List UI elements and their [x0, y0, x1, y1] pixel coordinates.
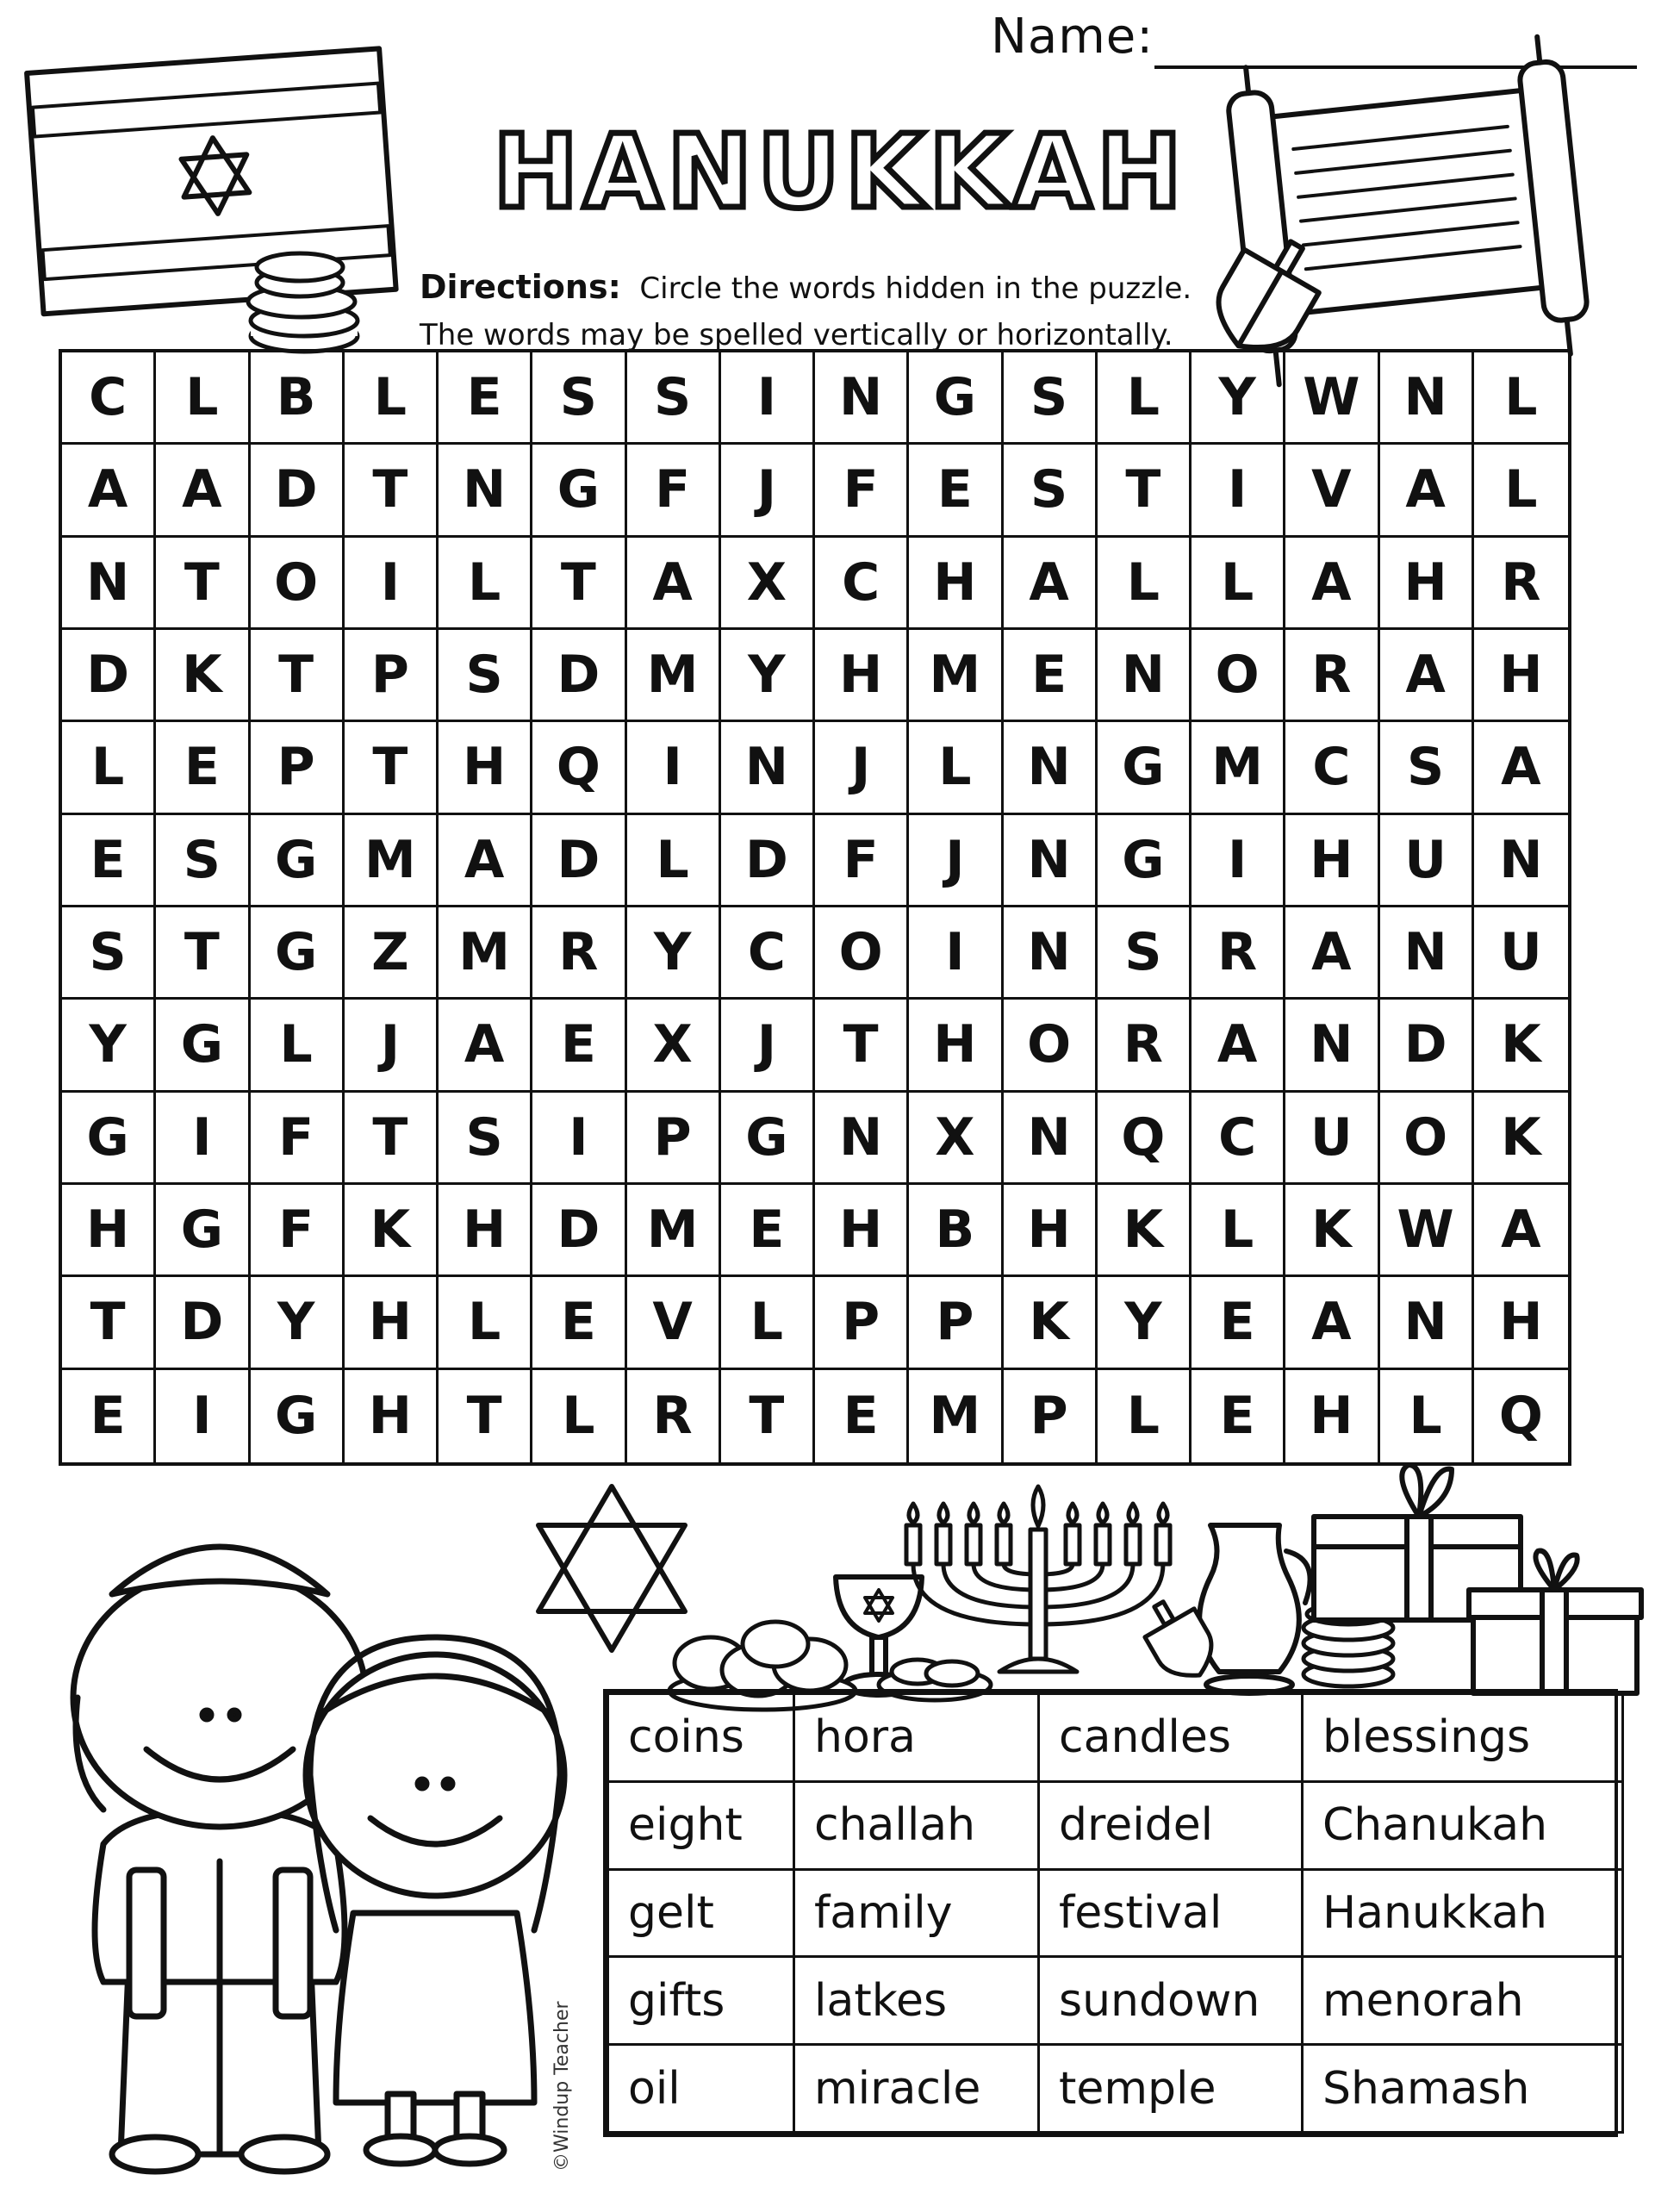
- grid-cell[interactable]: V: [1285, 445, 1379, 537]
- grid-cell[interactable]: K: [1474, 1000, 1568, 1092]
- grid-cell[interactable]: E: [721, 1185, 815, 1277]
- grid-cell[interactable]: P: [345, 630, 439, 722]
- grid-cell[interactable]: S: [1098, 907, 1192, 1000]
- grid-cell[interactable]: A: [439, 1000, 532, 1092]
- grid-cell[interactable]: N: [1004, 722, 1098, 814]
- grid-cell[interactable]: K: [1004, 1277, 1098, 1369]
- grid-cell[interactable]: H: [1474, 630, 1568, 722]
- grid-cell[interactable]: C: [1285, 722, 1379, 814]
- grid-cell[interactable]: E: [62, 1370, 156, 1462]
- grid-cell[interactable]: T: [156, 907, 250, 1000]
- grid-cell[interactable]: D: [62, 630, 156, 722]
- grid-cell[interactable]: L: [439, 1277, 532, 1369]
- grid-cell[interactable]: T: [439, 1370, 532, 1462]
- grid-cell[interactable]: A: [1380, 445, 1474, 537]
- grid-cell[interactable]: L: [1192, 1185, 1285, 1277]
- grid-cell[interactable]: N: [1004, 815, 1098, 907]
- grid-cell[interactable]: O: [1192, 630, 1285, 722]
- grid-cell[interactable]: N: [1380, 1277, 1474, 1369]
- grid-cell[interactable]: I: [909, 907, 1003, 1000]
- grid-cell[interactable]: H: [1380, 538, 1474, 630]
- word-bank-word: miracle: [794, 2045, 1039, 2133]
- grid-cell[interactable]: T: [1098, 445, 1192, 537]
- word-bank-word: candles: [1039, 1694, 1303, 1782]
- title-text: HANUKKAH: [493, 112, 1187, 231]
- grid-cell[interactable]: L: [627, 815, 721, 907]
- grid-cell[interactable]: S: [1004, 445, 1098, 537]
- grid-cell[interactable]: L: [1474, 445, 1568, 537]
- grid-cell[interactable]: M: [627, 630, 721, 722]
- grid-cell[interactable]: C: [721, 907, 815, 1000]
- grid-cell[interactable]: A: [1474, 722, 1568, 814]
- coins-icon: [240, 250, 369, 362]
- grid-cell[interactable]: H: [1285, 815, 1379, 907]
- directions-line2: The words may be spelled vertically or horizontally.: [420, 318, 1173, 352]
- grid-cell[interactable]: H: [345, 1277, 439, 1369]
- grid-cell[interactable]: J: [345, 1000, 439, 1092]
- grid-cell[interactable]: E: [1004, 630, 1098, 722]
- grid-cell[interactable]: D: [251, 445, 345, 537]
- grid-cell[interactable]: E: [909, 445, 1003, 537]
- grid-cell[interactable]: T: [345, 722, 439, 814]
- grid-cell[interactable]: H: [909, 1000, 1003, 1092]
- grid-cell[interactable]: A: [1285, 538, 1379, 630]
- grid-cell[interactable]: B: [251, 352, 345, 445]
- word-bank: [603, 1689, 1618, 2137]
- grid-cell[interactable]: L: [1098, 1370, 1192, 1462]
- word-bank-word: coins: [608, 1694, 794, 1782]
- grid-cell[interactable]: P: [909, 1277, 1003, 1369]
- grid-cell[interactable]: T: [345, 445, 439, 537]
- grid-cell[interactable]: N: [1474, 815, 1568, 907]
- grid-cell[interactable]: R: [532, 907, 626, 1000]
- grid-cell[interactable]: E: [62, 815, 156, 907]
- word-bank-word: family: [794, 1869, 1039, 1957]
- grid-cell[interactable]: I: [345, 538, 439, 630]
- grid-cell[interactable]: E: [439, 352, 532, 445]
- grid-cell[interactable]: H: [439, 1185, 532, 1277]
- grid-cell[interactable]: U: [1474, 907, 1568, 1000]
- word-bank-word: eight: [608, 1781, 794, 1869]
- grid-cell[interactable]: L: [62, 722, 156, 814]
- grid-cell[interactable]: Y: [721, 630, 815, 722]
- word-bank-word: menorah: [1303, 1957, 1623, 2045]
- word-bank-word: hora: [794, 1694, 1039, 1782]
- grid-cell[interactable]: M: [1192, 722, 1285, 814]
- word-bank-word: temple: [1039, 2045, 1303, 2133]
- grid-cell[interactable]: D: [532, 1185, 626, 1277]
- grid-cell[interactable]: E: [156, 722, 250, 814]
- grid-cell[interactable]: N: [721, 722, 815, 814]
- grid-cell[interactable]: K: [1285, 1185, 1379, 1277]
- grid-cell[interactable]: A: [62, 445, 156, 537]
- grid-cell[interactable]: I: [627, 722, 721, 814]
- grid-cell[interactable]: D: [1380, 1000, 1474, 1092]
- grid-cell[interactable]: Y: [1098, 1277, 1192, 1369]
- grid-cell[interactable]: N: [815, 1093, 909, 1185]
- grid-cell[interactable]: S: [439, 630, 532, 722]
- grid-cell[interactable]: P: [815, 1277, 909, 1369]
- grid-cell[interactable]: G: [251, 907, 345, 1000]
- word-bank-word: dreidel: [1039, 1781, 1303, 1869]
- word-bank-word: Chanukah: [1303, 1781, 1623, 1869]
- grid-cell[interactable]: N: [1004, 1093, 1098, 1185]
- grid-cell[interactable]: S: [62, 907, 156, 1000]
- grid-cell[interactable]: F: [627, 445, 721, 537]
- grid-cell[interactable]: H: [345, 1370, 439, 1462]
- grid-cell[interactable]: A: [1380, 630, 1474, 722]
- grid-cell[interactable]: U: [1285, 1093, 1379, 1185]
- grid-cell[interactable]: R: [627, 1370, 721, 1462]
- grid-cell[interactable]: K: [156, 630, 250, 722]
- grid-cell[interactable]: F: [251, 1093, 345, 1185]
- grid-cell[interactable]: E: [532, 1277, 626, 1369]
- directions-label: Directions:: [420, 268, 621, 306]
- word-bank-word: sundown: [1039, 1957, 1303, 2045]
- grid-cell[interactable]: G: [251, 815, 345, 907]
- grid-cell[interactable]: N: [1380, 907, 1474, 1000]
- grid-cell[interactable]: E: [815, 1370, 909, 1462]
- grid-cell[interactable]: F: [251, 1185, 345, 1277]
- grid-cell[interactable]: E: [1192, 1277, 1285, 1369]
- grid-cell[interactable]: L: [156, 352, 250, 445]
- word-bank-word: latkes: [794, 1957, 1039, 2045]
- word-bank-word: blessings: [1303, 1694, 1623, 1782]
- grid-cell[interactable]: O: [1380, 1093, 1474, 1185]
- grid-cell[interactable]: N: [62, 538, 156, 630]
- grid-cell[interactable]: G: [721, 1093, 815, 1185]
- grid-cell[interactable]: I: [1192, 445, 1285, 537]
- grid-cell[interactable]: C: [1192, 1093, 1285, 1185]
- credit-text: ©Windup Teacher: [551, 2001, 573, 2172]
- page-title: [493, 86, 1187, 241]
- grid-cell[interactable]: A: [1285, 907, 1379, 1000]
- grid-cell[interactable]: G: [251, 1370, 345, 1462]
- grid-cell[interactable]: Z: [345, 907, 439, 1000]
- grid-cell[interactable]: L: [439, 538, 532, 630]
- gift-icon: [1305, 1448, 1667, 1706]
- grid-cell[interactable]: N: [1285, 1000, 1379, 1092]
- dreidel-icon: [1198, 233, 1335, 362]
- grid-cell[interactable]: L: [721, 1277, 815, 1369]
- grid-cell[interactable]: S: [627, 352, 721, 445]
- grid-cell[interactable]: T: [62, 1277, 156, 1369]
- grid-cell[interactable]: K: [345, 1185, 439, 1277]
- grid-cell[interactable]: L: [1380, 1370, 1474, 1462]
- grid-cell[interactable]: C: [815, 538, 909, 630]
- grid-cell[interactable]: N: [1098, 630, 1192, 722]
- grid-cell[interactable]: H: [815, 630, 909, 722]
- grid-cell[interactable]: Y: [251, 1277, 345, 1369]
- grid-cell[interactable]: G: [909, 352, 1003, 445]
- grid-cell[interactable]: Y: [627, 907, 721, 1000]
- grid-cell[interactable]: M: [909, 630, 1003, 722]
- grid-cell[interactable]: H: [1474, 1277, 1568, 1369]
- grid-cell[interactable]: L: [1192, 538, 1285, 630]
- grid-cell[interactable]: S: [1004, 352, 1098, 445]
- grid-cell[interactable]: P: [627, 1093, 721, 1185]
- name-label: Name:: [991, 9, 1154, 65]
- word-bank-row: [608, 1957, 1623, 2045]
- grid-cell[interactable]: M: [345, 815, 439, 907]
- grid-cell[interactable]: E: [1192, 1370, 1285, 1462]
- grid-cell[interactable]: M: [627, 1185, 721, 1277]
- grid-cell[interactable]: D: [532, 815, 626, 907]
- grid-cell[interactable]: H: [62, 1185, 156, 1277]
- directions: [420, 264, 1192, 358]
- grid-cell[interactable]: D: [532, 630, 626, 722]
- grid-cell[interactable]: Y: [1192, 352, 1285, 445]
- grid-cell[interactable]: F: [815, 445, 909, 537]
- grid-cell[interactable]: X: [909, 1093, 1003, 1185]
- grid-cell[interactable]: E: [532, 1000, 626, 1092]
- word-bank-word: festival: [1039, 1869, 1303, 1957]
- grid-cell[interactable]: L: [251, 1000, 345, 1092]
- grid-cell[interactable]: J: [815, 722, 909, 814]
- grid-cell[interactable]: A: [627, 538, 721, 630]
- grid-cell[interactable]: R: [1098, 1000, 1192, 1092]
- grid-cell[interactable]: I: [156, 1093, 250, 1185]
- grid-cell[interactable]: V: [627, 1277, 721, 1369]
- grid-cell[interactable]: J: [721, 1000, 815, 1092]
- grid-cell[interactable]: Q: [1098, 1093, 1192, 1185]
- grid-cell[interactable]: A: [1285, 1277, 1379, 1369]
- grid-cell[interactable]: A: [156, 445, 250, 537]
- grid-cell[interactable]: A: [439, 815, 532, 907]
- grid-cell[interactable]: N: [1004, 907, 1098, 1000]
- grid-cell[interactable]: I: [156, 1370, 250, 1462]
- grid-cell[interactable]: I: [721, 352, 815, 445]
- grid-cell[interactable]: S: [156, 815, 250, 907]
- grid-cell[interactable]: L: [909, 722, 1003, 814]
- dreidel-small-icon: [1133, 1594, 1228, 1689]
- word-bank-word: oil: [608, 2045, 794, 2133]
- grid-cell[interactable]: L: [1098, 538, 1192, 630]
- grid-cell[interactable]: W: [1380, 1185, 1474, 1277]
- grid-cell[interactable]: H: [909, 538, 1003, 630]
- grid-cell[interactable]: G: [156, 1000, 250, 1092]
- grid-cell[interactable]: D: [721, 815, 815, 907]
- grid-cell[interactable]: W: [1285, 352, 1379, 445]
- grid-cell[interactable]: X: [627, 1000, 721, 1092]
- word-bank-row: [608, 2045, 1623, 2133]
- grid-cell[interactable]: H: [439, 722, 532, 814]
- grid-cell[interactable]: G: [62, 1093, 156, 1185]
- grid-cell[interactable]: N: [439, 445, 532, 537]
- grid-cell[interactable]: L: [345, 352, 439, 445]
- grid-cell[interactable]: L: [1098, 352, 1192, 445]
- grid-cell[interactable]: Y: [62, 1000, 156, 1092]
- children-icon: [52, 1499, 586, 2189]
- grid-cell[interactable]: T: [156, 538, 250, 630]
- word-bank-row: [608, 1869, 1623, 1957]
- grid-cell[interactable]: N: [815, 352, 909, 445]
- word-bank-word: gifts: [608, 1957, 794, 2045]
- grid-cell[interactable]: H: [815, 1185, 909, 1277]
- grid-cell[interactable]: R: [1474, 538, 1568, 630]
- grid-cell[interactable]: T: [345, 1093, 439, 1185]
- grid-cell[interactable]: L: [1474, 352, 1568, 445]
- grid-cell[interactable]: M: [909, 1370, 1003, 1462]
- grid-cell[interactable]: A: [1004, 538, 1098, 630]
- grid-cell[interactable]: U: [1380, 815, 1474, 907]
- grid-cell[interactable]: F: [815, 815, 909, 907]
- directions-line1: Circle the words hidden in the puzzle.: [639, 271, 1192, 306]
- grid-cell[interactable]: Q: [1498, 1386, 1543, 1447]
- grid-cell[interactable]: J: [721, 445, 815, 537]
- word-bank-word: challah: [794, 1781, 1039, 1869]
- grid-cell[interactable]: X: [721, 538, 815, 630]
- grid-cell[interactable]: R: [1192, 907, 1285, 1000]
- grid-cell[interactable]: K: [1098, 1185, 1192, 1277]
- grid-cell[interactable]: I: [532, 1093, 626, 1185]
- grid-cell[interactable]: S: [532, 352, 626, 445]
- grid-cell[interactable]: T: [532, 538, 626, 630]
- grid-cell[interactable]: K: [1474, 1093, 1568, 1185]
- grid-cell[interactable]: P: [1004, 1370, 1098, 1462]
- grid-cell[interactable]: H: [1004, 1185, 1098, 1277]
- grid-cell[interactable]: S: [439, 1093, 532, 1185]
- grid-cell[interactable]: N: [1380, 352, 1474, 445]
- grid-cell[interactable]: O: [1004, 1000, 1098, 1092]
- word-bank-word: Hanukkah: [1303, 1869, 1623, 1957]
- grid-cell[interactable]: D: [156, 1277, 250, 1369]
- grid-cell[interactable]: T: [815, 1000, 909, 1092]
- grid-cell[interactable]: O: [815, 907, 909, 1000]
- grid-cell[interactable]: H: [1285, 1370, 1379, 1462]
- grid-cell[interactable]: L: [532, 1370, 626, 1462]
- grid-cell[interactable]: A: [1192, 1000, 1285, 1092]
- grid-cell[interactable]: A: [1474, 1185, 1568, 1277]
- grid-cell[interactable]: J: [909, 815, 1003, 907]
- grid-cell[interactable]: C: [62, 352, 156, 445]
- word-search-grid[interactable]: [59, 349, 1571, 1466]
- word-bank-row: [608, 1694, 1623, 1782]
- word-bank-row: [608, 1781, 1623, 1869]
- grid-cell[interactable]: T: [251, 630, 345, 722]
- grid-cell[interactable]: M: [439, 907, 532, 1000]
- grid-cell[interactable]: B: [909, 1185, 1003, 1277]
- grid-cell[interactable]: G: [1098, 722, 1192, 814]
- grid-cell[interactable]: G: [532, 445, 626, 537]
- grid-cell[interactable]: T: [721, 1370, 815, 1462]
- grid-cell[interactable]: Q: [532, 722, 626, 814]
- grid-cell[interactable]: R: [1285, 630, 1379, 722]
- grid-cell[interactable]: P: [251, 722, 345, 814]
- grid-cell[interactable]: I: [1192, 815, 1285, 907]
- word-bank-word: Shamash: [1303, 2045, 1623, 2133]
- grid-cell[interactable]: G: [156, 1185, 250, 1277]
- grid-cell[interactable]: O: [251, 538, 345, 630]
- grid-cell[interactable]: S: [1380, 722, 1474, 814]
- word-bank-word: gelt: [608, 1869, 794, 1957]
- grid-cell[interactable]: G: [1098, 815, 1192, 907]
